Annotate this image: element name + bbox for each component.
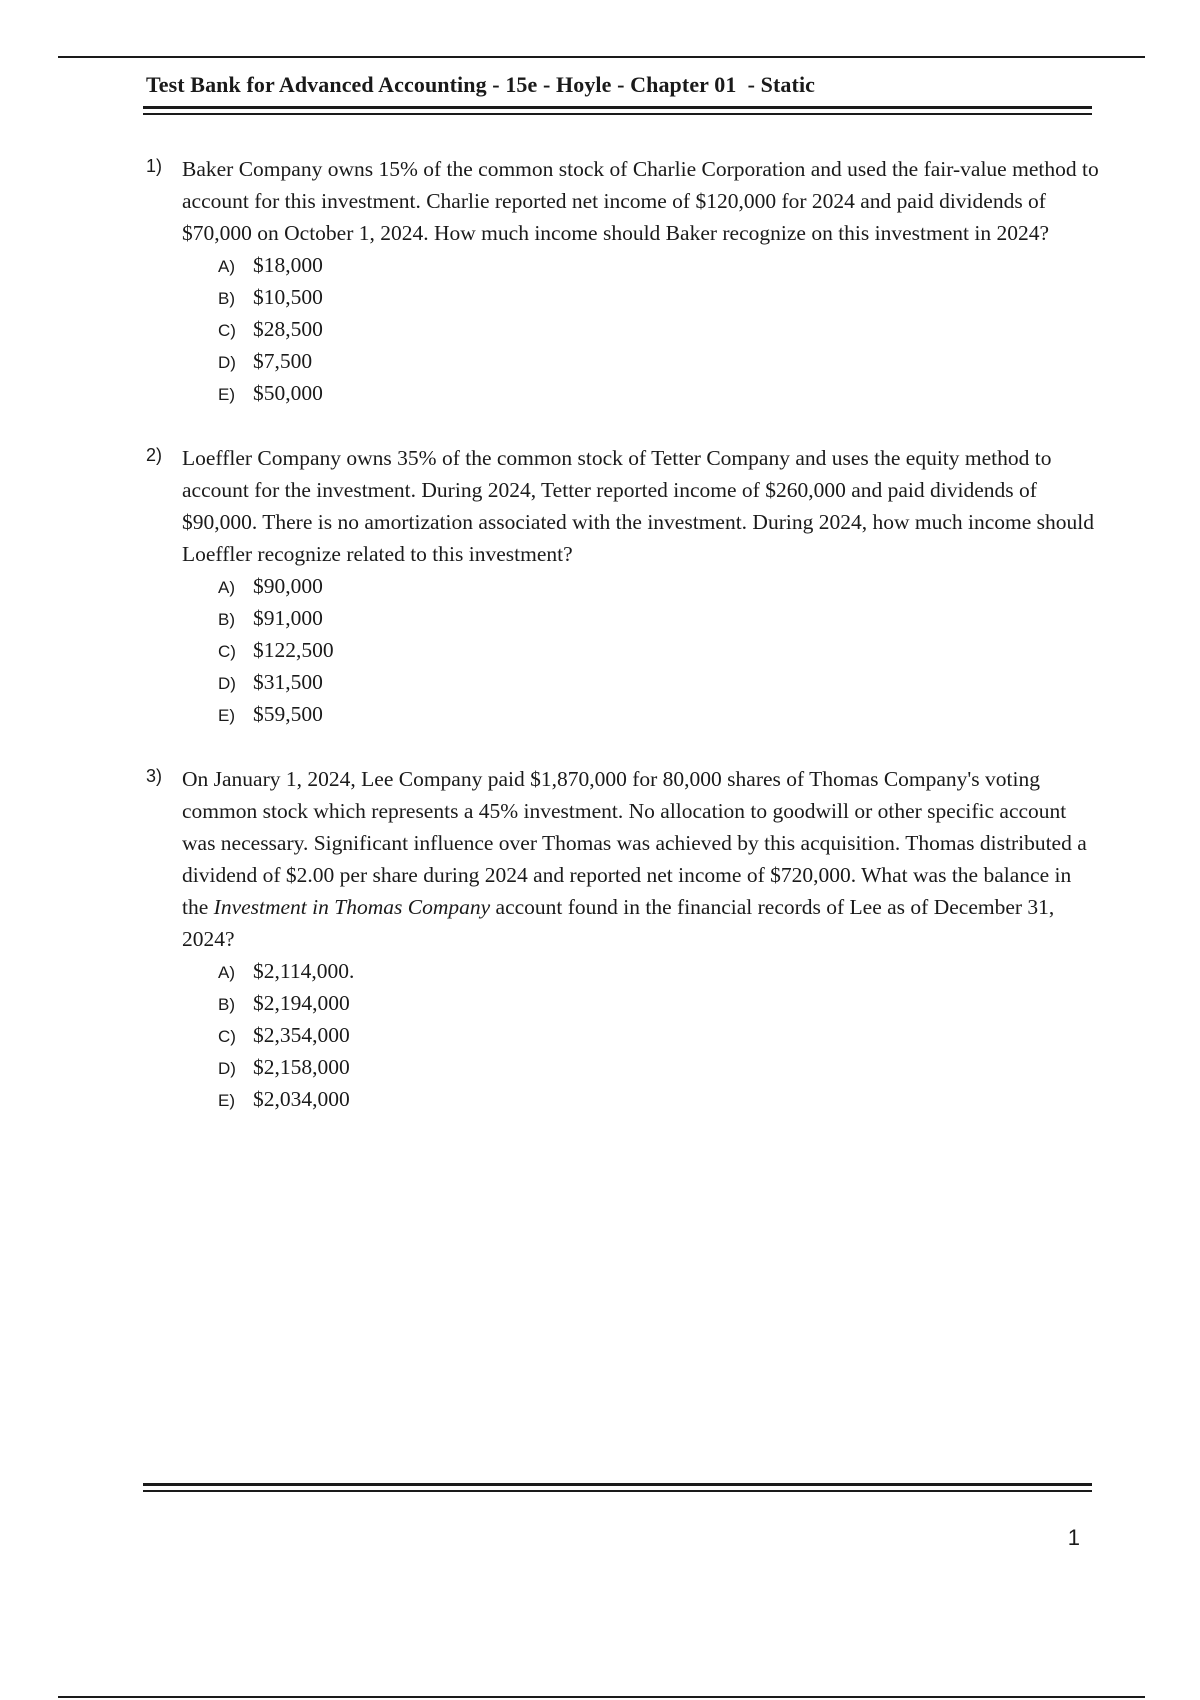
question-1	[146, 153, 1099, 409]
choice-text: $2,158,000	[253, 1055, 350, 1079]
answer-choice	[218, 666, 1096, 698]
question-number: 3)	[146, 766, 163, 786]
answer-choices	[146, 570, 1096, 730]
answer-choice	[218, 249, 1096, 281]
answer-choice	[218, 281, 1096, 313]
question-stem	[182, 763, 1102, 955]
choice-letter: D)	[218, 674, 236, 693]
choice-letter: A)	[218, 578, 235, 597]
choice-letter: B)	[218, 289, 235, 308]
answer-choice	[218, 313, 1096, 345]
answer-choice	[218, 570, 1096, 602]
question-number: 1)	[146, 156, 163, 176]
answer-choice	[218, 634, 1096, 666]
choice-letter: D)	[218, 1059, 236, 1078]
question-number: 2)	[146, 445, 163, 465]
question-list	[146, 153, 1099, 1148]
answer-choice	[218, 987, 1096, 1019]
answer-choice	[218, 955, 1096, 987]
answer-choice	[218, 1051, 1096, 1083]
footer-double-rule	[143, 1483, 1092, 1492]
choice-text: $2,194,000	[253, 991, 350, 1015]
page-bottom-border	[58, 1696, 1145, 1698]
choice-letter: C)	[218, 1027, 236, 1046]
page-number: 1	[1067, 1525, 1080, 1550]
choice-text: $90,000	[253, 574, 323, 598]
choice-text: $2,034,000	[253, 1087, 350, 1111]
question-2	[146, 442, 1096, 730]
answer-choice	[218, 1083, 1096, 1115]
question-stem: Loeffler Company owns 35% of the common stock of Tetter Company and uses the equity method to account for the investment. During 2024, Tetter reported income of $260,000 and paid dividends of $90,000. There is no amortization associated with the investment. During 2024, how much income should Loeffler recognize related to this investment?	[182, 446, 1094, 566]
choice-letter: C)	[218, 642, 236, 661]
choice-text: $59,500	[253, 702, 323, 726]
question-stem: Baker Company owns 15% of the common stock of Charlie Corporation and used the fair-value method to account for this investment. Charlie reported net income of $120,000 for 2024 and paid dividends of $70,000 on October 1, 2024. How much income should Baker recognize on this investment in 2024?	[182, 157, 1099, 245]
choice-letter: E)	[218, 706, 235, 725]
choice-text: $2,354,000	[253, 1023, 350, 1047]
choice-letter: B)	[218, 610, 235, 629]
answer-choices	[146, 249, 1096, 409]
choice-letter: A)	[218, 257, 235, 276]
choice-text: $50,000	[253, 381, 323, 405]
choice-text: $18,000	[253, 253, 323, 277]
answer-choice	[218, 1019, 1096, 1051]
choice-text: $122,500	[253, 638, 334, 662]
choice-text: $28,500	[253, 317, 323, 341]
header-double-rule	[143, 106, 1092, 115]
choice-letter: A)	[218, 963, 235, 982]
document-header-title: Test Bank for Advanced Accounting - 15e - Hoyle - Chapter 01 - Static	[146, 72, 816, 97]
answer-choice	[218, 602, 1096, 634]
answer-choice	[218, 698, 1096, 730]
choice-letter: E)	[218, 385, 235, 404]
question-stem-text: On January 1, 2024, Lee Company paid $1,870,000 for 80,000 shares of Thomas Company's voting common stock which represents a 45% investment. No allocation to goodwill or other specific account was necessary. Significant influence over Thomas was achieved by this acquisition. Thomas distributed a dividend of $2.00 per share during 2024 and reported net income of $720,000. What was the balance in the	[182, 767, 1087, 919]
choice-letter: C)	[218, 321, 236, 340]
choice-letter: D)	[218, 353, 236, 372]
question-stem-text: account found in the financial records of Lee as of December 31, 2024?	[182, 895, 1055, 951]
answer-choices	[146, 955, 1096, 1115]
question-3	[146, 763, 1096, 1115]
choice-letter: B)	[218, 995, 235, 1014]
account-name-italic: Investment in Thomas Company	[213, 895, 491, 919]
choice-text: $10,500	[253, 285, 323, 309]
answer-choice	[218, 345, 1096, 377]
answer-choice	[218, 377, 1096, 409]
page-top-border	[58, 56, 1145, 58]
choice-text: $7,500	[253, 349, 313, 373]
choice-text: $31,500	[253, 670, 323, 694]
choice-letter: E)	[218, 1091, 235, 1110]
choice-text: $2,114,000.	[253, 959, 355, 983]
choice-text: $91,000	[253, 606, 323, 630]
